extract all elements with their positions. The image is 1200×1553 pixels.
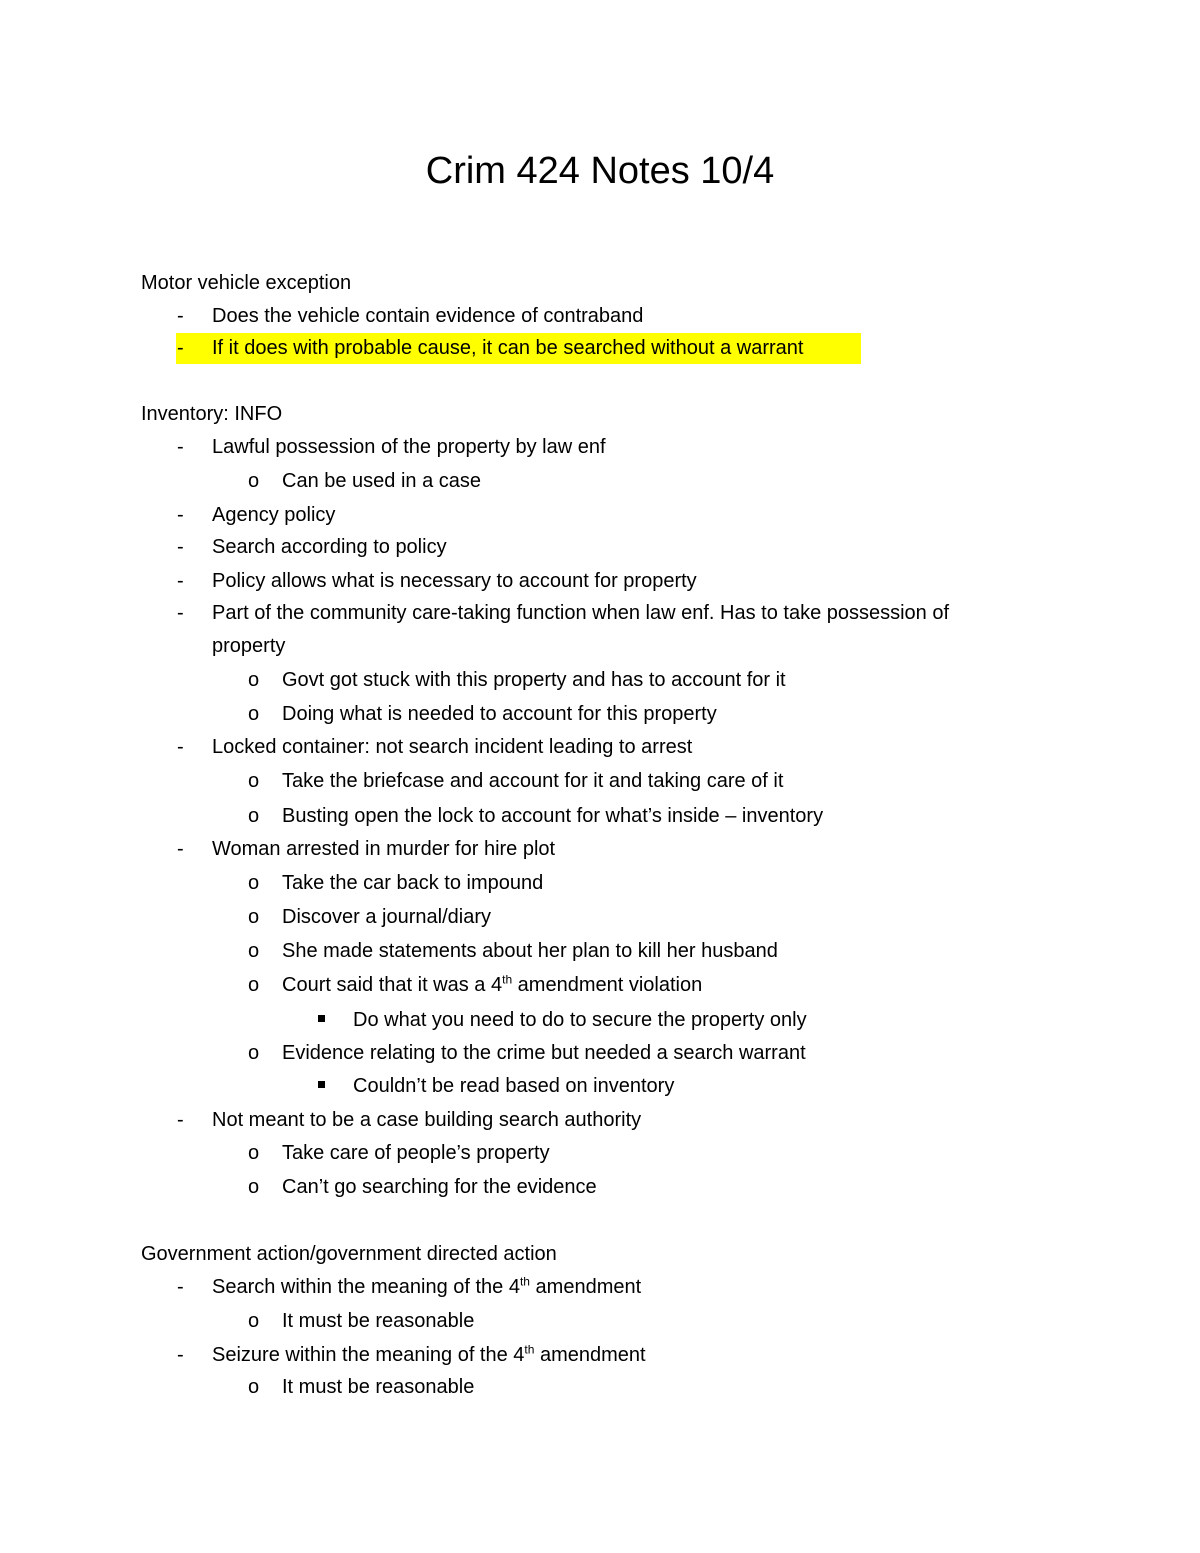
list-item-continuation: property (212, 635, 286, 657)
dash-bullet: - (177, 337, 184, 359)
list-item: Does the vehicle contain evidence of contraband (212, 305, 644, 327)
text-run: amendment (534, 1344, 646, 1366)
sub-list-item: Take the car back to impound (282, 872, 544, 894)
dash-bullet: - (177, 838, 184, 860)
page-title: Crim 424 Notes 10/4 (425, 150, 775, 192)
dash-bullet: - (177, 436, 184, 458)
list-item: Not meant to be a case building search authority (212, 1109, 642, 1131)
list-item (212, 1271, 641, 1304)
section-heading-motor-vehicle: Motor vehicle exception (141, 272, 352, 294)
circle-bullet: o (248, 805, 260, 827)
sub-list-item: Govt got stuck with this property and has to account for it (282, 669, 786, 691)
circle-bullet: o (248, 1176, 260, 1198)
circle-bullet: o (248, 1142, 260, 1164)
sub-list-item (282, 969, 702, 1002)
sub-list-item: Doing what is needed to account for this property (282, 703, 717, 725)
text-run: amendment (529, 1276, 642, 1298)
circle-bullet: o (248, 906, 260, 928)
text-run: Seizure within the meaning of the 4 (212, 1344, 525, 1366)
list-item: Locked container: not search incident leading to arrest (212, 736, 693, 758)
circle-bullet: o (248, 974, 260, 996)
circle-bullet: o (248, 1376, 260, 1398)
sub-list-item: It must be reasonable (282, 1310, 475, 1332)
square-bullet (318, 1081, 325, 1088)
dash-bullet: - (177, 570, 184, 592)
circle-bullet: o (248, 1310, 260, 1332)
text-run: Search within the meaning of the 4 (212, 1276, 520, 1298)
superscript: th (524, 1342, 535, 1357)
sub-list-item: Evidence relating to the crime but needed a search warrant (282, 1042, 806, 1064)
list-item (212, 1339, 646, 1372)
list-item: Agency policy (212, 504, 336, 526)
sub-list-item: Can be used in a case (282, 470, 482, 492)
square-bullet (318, 1015, 325, 1022)
dash-bullet: - (177, 536, 184, 558)
dash-bullet: - (177, 504, 184, 526)
dash-bullet: - (177, 1344, 184, 1366)
superscript: th (502, 972, 513, 987)
superscript: th (519, 1274, 530, 1289)
list-item-highlighted: If it does with probable cause, it can be searched without a warrant (212, 337, 804, 359)
sub-list-item: Busting open the lock to account for what’s inside – inventory (282, 805, 824, 827)
sub-list-item: Can’t go searching for the evidence (282, 1176, 597, 1198)
sub-sub-list-item: Couldn’t be read based on inventory (353, 1075, 675, 1097)
sub-list-item: She made statements about her plan to kill her husband (282, 940, 778, 962)
sub-list-item: Discover a journal/diary (282, 906, 491, 928)
list-item: Lawful possession of the property by law enf (212, 436, 606, 458)
text-run: amendment violation (512, 974, 703, 996)
sub-sub-list-item: Do what you need to do to secure the property only (353, 1009, 807, 1031)
list-item: Policy allows what is necessary to account for property (212, 570, 697, 592)
list-item: Part of the community care-taking function when law enf. Has to take possession of (212, 602, 950, 624)
list-item: Search according to policy (212, 536, 447, 558)
dash-bullet: - (177, 1109, 184, 1131)
circle-bullet: o (248, 1042, 260, 1064)
sub-list-item: It must be reasonable (282, 1376, 475, 1398)
circle-bullet: o (248, 770, 260, 792)
text-run: Court said that it was a 4 (282, 974, 503, 996)
section-heading-inventory: Inventory: INFO (141, 403, 283, 425)
circle-bullet: o (248, 872, 260, 894)
circle-bullet: o (248, 470, 260, 492)
sub-list-item: Take the briefcase and account for it and taking care of it (282, 770, 784, 792)
list-item: Woman arrested in murder for hire plot (212, 838, 556, 860)
sub-list-item: Take care of people’s property (282, 1142, 550, 1164)
dash-bullet: - (177, 602, 184, 624)
dash-bullet: - (177, 305, 184, 327)
dash-bullet: - (177, 1276, 184, 1298)
circle-bullet: o (248, 669, 260, 691)
dash-bullet: - (177, 736, 184, 758)
circle-bullet: o (248, 940, 260, 962)
section-heading-government-action: Government action/government directed action (141, 1243, 557, 1265)
circle-bullet: o (248, 703, 260, 725)
